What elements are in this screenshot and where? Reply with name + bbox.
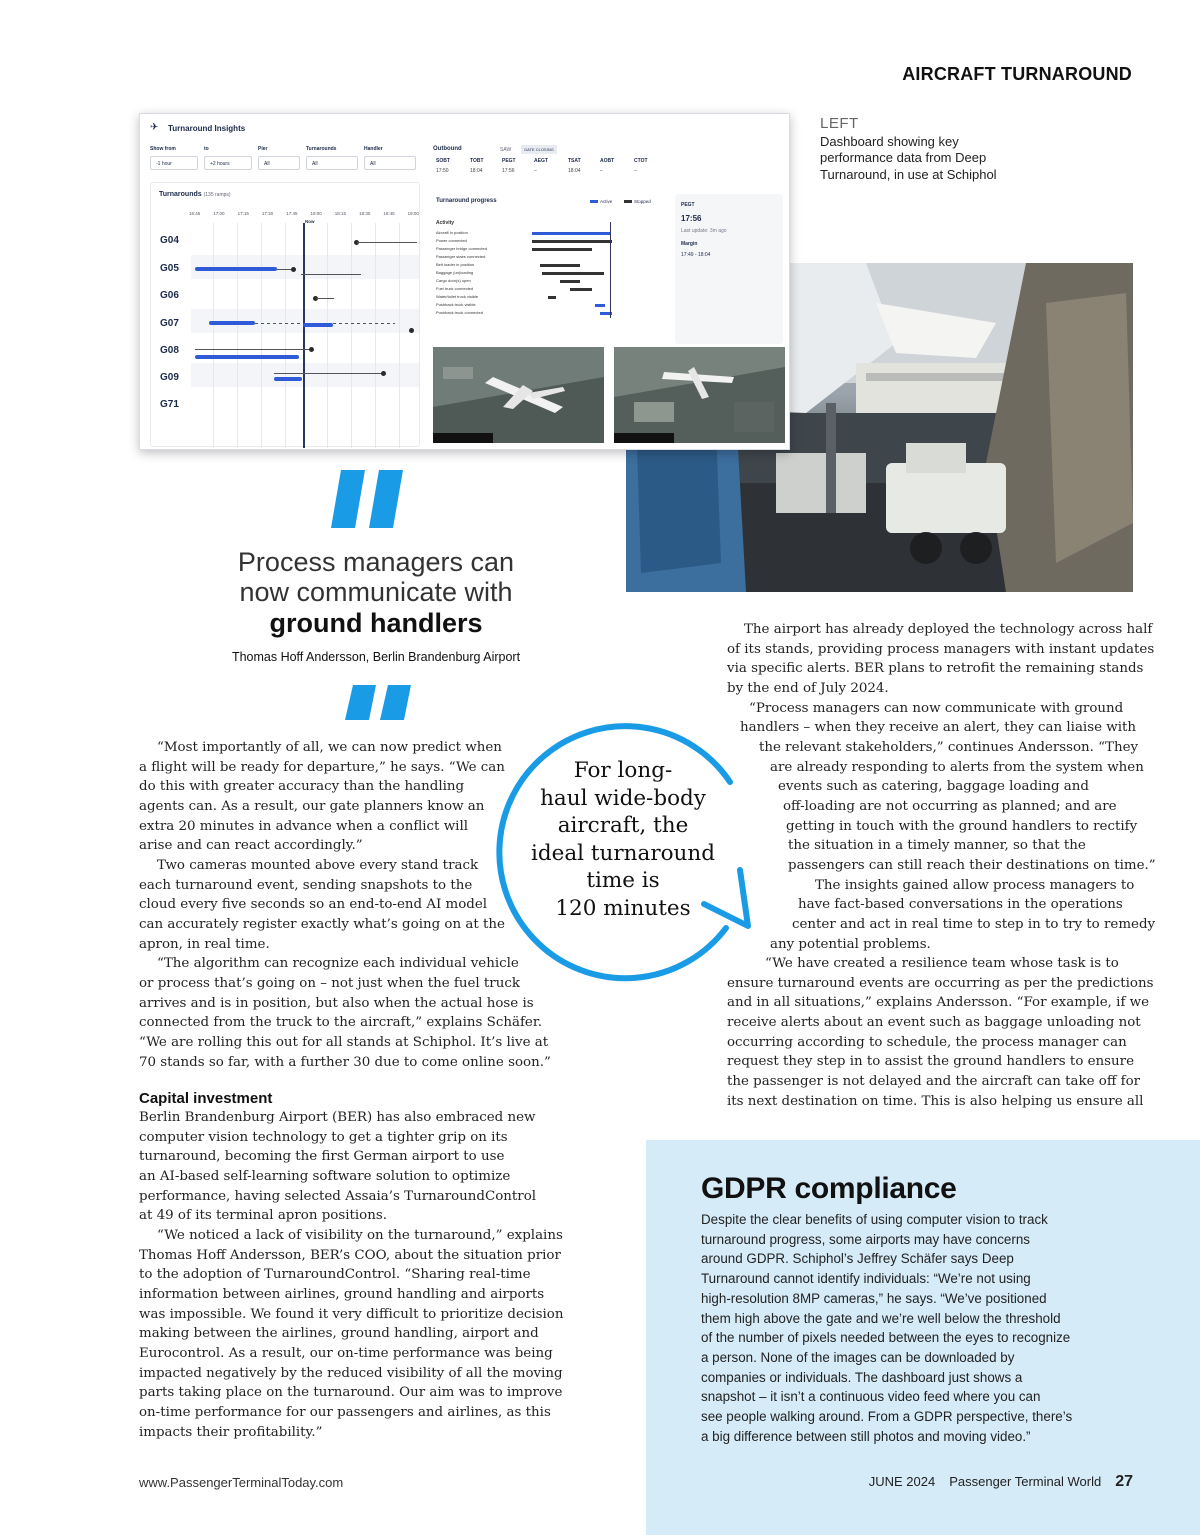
- outbound-header: PEGT: [502, 158, 516, 164]
- filter-label: Pier: [258, 146, 268, 152]
- caption-tag: LEFT: [820, 115, 859, 132]
- dashboard-screenshot: [139, 113, 790, 450]
- paragraph: “Most importantly of all, we can now predict when a flight will be ready for departure,” he says. “We can do this with greater accuracy than the handling agents can. As a result, our gate planners know an extra 20 minutes in advance when a conflict will arise and can react accordingly.”: [139, 740, 505, 854]
- outbound-value: –: [534, 168, 537, 174]
- timeline-dot: [381, 371, 386, 376]
- caption-text: Dashboard showing key performance data from Deep Turnaround, in use at Schiphol: [820, 133, 997, 182]
- text-line: The insights gained allow process managers to: [815, 877, 1135, 893]
- outbound-header: AEGT: [534, 158, 548, 164]
- activity-item: Baggage (un)loading: [436, 270, 474, 275]
- now-line: [610, 222, 611, 318]
- text-line: The airport has already deployed the technology across half: [744, 622, 1153, 637]
- progress-bar: [560, 280, 580, 283]
- pegt-update: Last update: 3m ago: [681, 228, 727, 234]
- progress-bar: [532, 248, 592, 251]
- timeline-bar: [195, 355, 299, 359]
- outbound-header: AOBT: [600, 158, 615, 164]
- dashboard-title: Turnaround Insights: [168, 124, 246, 133]
- outbound-label: Outbound: [433, 146, 462, 152]
- callout-text: For long- haul wide-body aircraft, the ideal turnaround time is 120 minutes: [531, 758, 715, 921]
- outbound-header: CTOT: [634, 158, 648, 164]
- timeline-dot: [291, 267, 296, 272]
- text-line: by the end of July 2024.: [727, 680, 889, 696]
- text-line: passengers can still reach their destinations on time.”: [788, 857, 1156, 873]
- image-caption: [820, 116, 1010, 183]
- filter-select[interactable]: All: [306, 156, 358, 170]
- text-line: its next destination on time. This is also helping us ensure all: [727, 1093, 1144, 1109]
- outbound-value: 18:04: [470, 168, 483, 174]
- progress-bar: [595, 304, 605, 307]
- margin-value: 17:49 - 18:04: [681, 252, 711, 258]
- pull-quote-bold: ground handlers: [269, 608, 483, 638]
- text-line: off-loading are not occurring as planned; and are: [783, 798, 1117, 814]
- outbound-value: –: [634, 168, 637, 174]
- timeline-bar: [195, 267, 277, 271]
- pegt-label: PEGT: [681, 202, 695, 208]
- gate-label: G07: [160, 318, 179, 329]
- now-label: Now: [305, 219, 315, 224]
- text-line: any potential problems.: [770, 936, 931, 952]
- paragraph: Two cameras mounted above every stand track each turnaround event, sending snapshots to the cloud every five seconds so an end-to-end AI model can accurately register exactly what’s going on at the apron, in real time.: [139, 857, 505, 952]
- pull-quote: [210, 547, 542, 664]
- progress-bar: [540, 264, 580, 267]
- outbound-header: TSAT: [568, 158, 581, 164]
- timeline-line: [274, 373, 384, 374]
- outbound-value: 17:50: [436, 168, 449, 174]
- text-line: of its stands, providing process managers with instant updates: [727, 641, 1155, 657]
- gate-label: G08: [160, 345, 179, 356]
- footer-info: [869, 1473, 1133, 1491]
- activity-header: Activity: [436, 220, 455, 226]
- timeline-dot: [309, 347, 314, 352]
- text-line: are already responding to alerts from the system when: [770, 759, 1144, 775]
- outbound-tag: GATE CLOSING: [521, 145, 557, 154]
- quote-open-icon: [331, 470, 403, 528]
- margin-label: Margin: [681, 241, 698, 247]
- outbound-value: –: [600, 168, 603, 174]
- text-line: “Process managers can now communicate with ground: [749, 700, 1124, 716]
- outbound-tag: SAW: [500, 147, 512, 153]
- text-line: events such as catering, baggage loading and: [778, 779, 1089, 795]
- filter-label: to: [204, 146, 209, 152]
- pull-quote-line: now communicate with: [239, 577, 513, 607]
- legend-stopped: Stopped: [624, 199, 651, 204]
- now-line: [303, 223, 305, 448]
- activity-item: Fuel truck connected: [436, 286, 474, 291]
- camera-snapshot[interactable]: [433, 347, 604, 443]
- page-number: 27: [1115, 1473, 1133, 1490]
- activity-item: Power connected: [436, 238, 467, 243]
- gate-label: G06: [160, 290, 179, 301]
- subheading: Capital investment: [139, 1090, 273, 1108]
- aircraft-illustration: [614, 347, 785, 443]
- gate-label: G09: [160, 372, 179, 383]
- pull-quote-attribution: Thomas Hoff Andersson, Berlin Brandenburg Airport: [231, 650, 521, 664]
- grid-line: [327, 223, 328, 448]
- text-line: and in all situations,” explains Andersson. “For example, if we: [727, 995, 1150, 1011]
- activity-item: Pushback truck visible: [436, 302, 476, 307]
- plane-icon: ✈: [150, 122, 159, 133]
- timeline-bar: [303, 323, 333, 327]
- time-axis: 16:45 17:00 17:15 17:30 17:45 18:00 18:15 18:30 18:45 19:00: [189, 211, 419, 216]
- grid-line: [375, 223, 376, 448]
- text-line: receive alerts about an event such as baggage unloading not: [727, 1015, 1141, 1031]
- text-line: “We have created a resilience team whose task is to: [765, 956, 1119, 972]
- gdpr-text: Despite the clear benefits of using computer vision to track turnaround progress, some airports may have concerns around GDPR. Schiphol’s Jeffrey Schäfer says Deep Turnaround cannot identify individuals: “We’re not using high-resolution 8MP cameras,” he says. “We’ve positioned them high above the gate and we’re well below the threshold of the number of pixels needed between the eyes to recognize a person. None of the images can be downloaded by companies or individuals. The dashboard just shows a snapshot – it isn’t a continuous video feed where you can see people walking around. From a GDPR perspective, there’s a big difference between still photos and moving video.”: [701, 1212, 1073, 1444]
- progress-bar: [532, 240, 612, 243]
- text-line: center and act in real time to step in to try to remedy: [792, 916, 1156, 932]
- text-line: the relevant stakeholders,” continues Andersson. “They: [759, 739, 1139, 755]
- outbound-value: 18:04: [568, 168, 581, 174]
- text-line: the passenger is not delayed and the aircraft can take off for: [727, 1074, 1141, 1090]
- pegt-panel: [675, 194, 783, 344]
- activity-item: Passenger stairs connected: [436, 254, 486, 259]
- filter-select[interactable]: All: [364, 156, 416, 170]
- timeline-line: [301, 274, 361, 275]
- filter-label: Handler: [364, 146, 383, 152]
- text-line: occurring according to schedule, the process manager can: [727, 1034, 1127, 1050]
- progress-bar: [542, 272, 604, 275]
- right-column: [727, 620, 1156, 1111]
- grid-line: [285, 223, 286, 448]
- paragraph: Berlin Brandenburg Airport (BER) has also embraced new computer vision technology to get a tighter grip on its turnaround, becoming the first German airport to use an AI-based self-learning software solution to optimize performance, having selected Assaia’s TurnaroundControl at 49 of its terminal apron positions.: [139, 1110, 537, 1224]
- progress-bar: [570, 288, 592, 291]
- grid-line: [351, 223, 352, 448]
- progress-label: Turnaround progress: [436, 198, 497, 204]
- filter-label: Show from: [150, 146, 176, 152]
- aircraft-illustration: [433, 347, 604, 443]
- grid-line: [261, 223, 262, 448]
- timeline-dot: [409, 328, 414, 333]
- timeline-bar: [209, 321, 255, 325]
- activity-item: Water/toilet truck visible: [436, 294, 479, 299]
- footer-date: JUNE 2024: [868, 1474, 936, 1489]
- activity-item: Cargo door(s) open: [436, 278, 471, 283]
- text-line: request they step in to assist the ground handlers to ensure: [727, 1054, 1135, 1070]
- timeline-bar: [274, 377, 302, 381]
- paragraph: “The algorithm can recognize each individual vehicle or process that’s going on – not just when the fuel truck arrives and is in position, but also when the actual hose is connected from the truck to the aircraft,” explains Schäfer. “We are rolling this out for all stands at Schiphol. It’s live at 70 stands so far, with a further 30 due to come online soon.”: [139, 956, 551, 1070]
- progress-bar: [532, 232, 610, 235]
- turnarounds-panel: [150, 182, 420, 447]
- outbound-header: TOBT: [470, 158, 484, 164]
- turnarounds-label: Turnarounds (135 ramps): [159, 191, 231, 198]
- text-line: ensure turnaround events are occurring as per the predictions: [727, 975, 1154, 991]
- legend-active: Active: [590, 199, 612, 204]
- grid-line: [237, 223, 238, 448]
- timeline-line: [316, 298, 334, 299]
- pegt-value: 17:56: [681, 214, 702, 223]
- grid-line: [213, 223, 214, 448]
- text-line: have fact-based conversations in the operations: [798, 897, 1123, 913]
- timeline-line: [195, 349, 311, 350]
- filter-select[interactable]: +2 hours: [204, 156, 252, 170]
- footer-url[interactable]: www.PassengerTerminalToday.com: [139, 1475, 344, 1490]
- timeline-line: [357, 242, 417, 243]
- quote-close-icon: [345, 685, 411, 720]
- footer-magazine: Passenger Terminal World: [949, 1474, 1102, 1489]
- paragraph: “We noticed a lack of visibility on the turnaround,” explains Thomas Hoff Andersson, BER’s COO, about the situation prior to the adoption of TurnaroundControl. “Sharing real-time information between airlines, ground handling and airports was impossible. We found it very difficult to prioritize decision making between the airlines, ground handling, airport and Eurocontrol. As a result, our on-time performance was being impacted negatively by the reduced visibility of all the moving parts taking place on the turnaround. Our aim was to improve on-time performance for our passengers and airlines, as this impacts their profitability.”: [139, 1228, 564, 1440]
- activity-item: Pushback truck connected: [436, 310, 483, 315]
- gate-label: G71: [160, 399, 179, 410]
- outbound-header: SOBT: [436, 158, 450, 164]
- gdpr-title: GDPR compliance: [701, 1172, 957, 1205]
- section-label: AIRCRAFT TURNAROUND: [902, 64, 1132, 84]
- pull-quote-line: Process managers can: [237, 547, 515, 577]
- text-line: the situation in a timely manner, so that the: [788, 838, 1086, 854]
- grid-line: [399, 223, 400, 448]
- camera-snapshot[interactable]: [614, 347, 785, 443]
- text-line: via specific alerts. BER plans to retrofit the remaining stands: [727, 661, 1144, 677]
- text-line: getting in touch with the ground handlers to rectify: [786, 818, 1138, 834]
- activity-item: Aircraft in position: [436, 230, 468, 235]
- gate-label: G04: [160, 235, 179, 246]
- filter-select[interactable]: -1 hour: [150, 156, 198, 170]
- filter-select[interactable]: All: [258, 156, 300, 170]
- filter-label: Turnarounds: [306, 146, 337, 152]
- activity-item: Belt loader in position: [436, 262, 475, 267]
- activity-item: Passenger bridge connected: [436, 246, 487, 251]
- outbound-value: 17:56: [502, 168, 515, 174]
- gate-label: G05: [160, 263, 179, 274]
- progress-bar: [548, 296, 556, 299]
- text-line: handlers – when they receive an alert, they can liaise with: [740, 720, 1137, 736]
